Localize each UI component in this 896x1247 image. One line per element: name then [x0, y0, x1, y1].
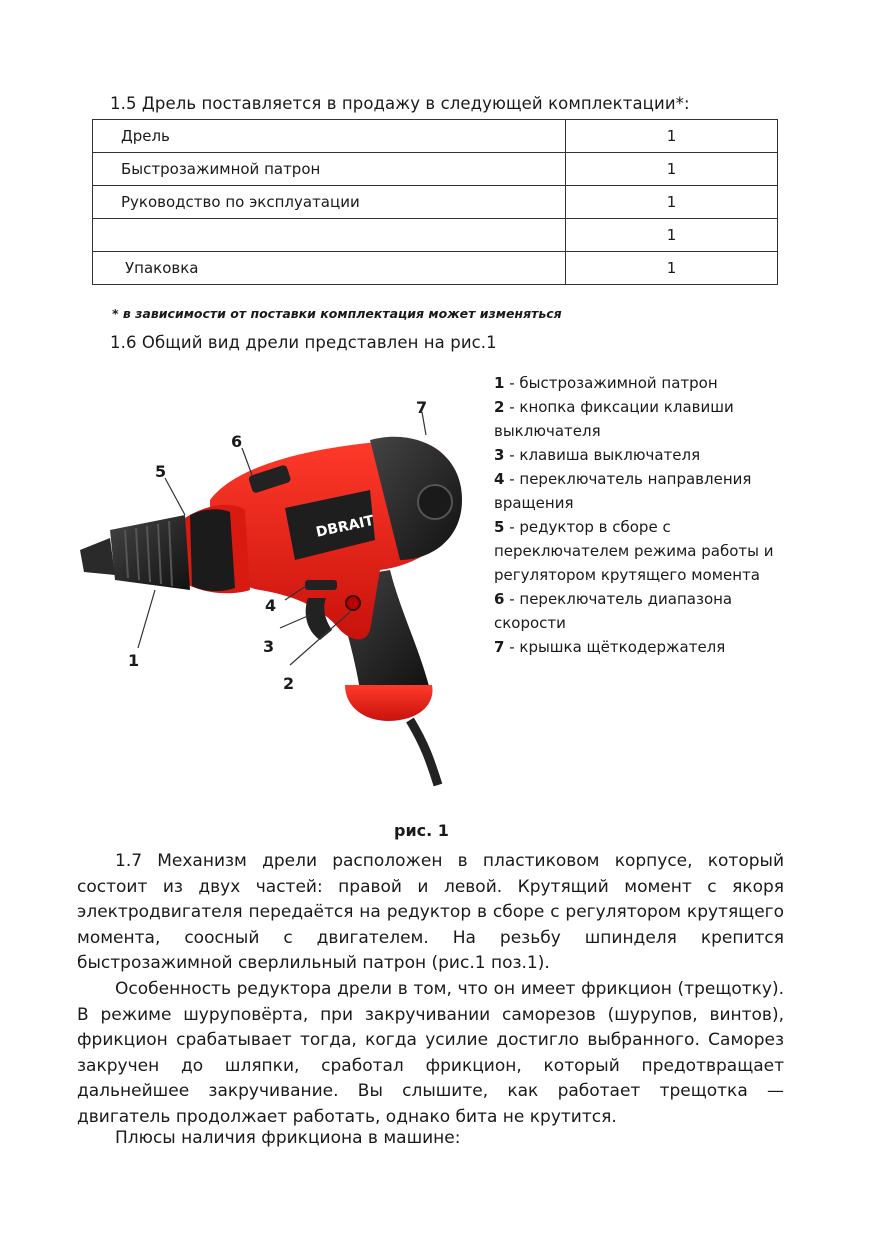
table-row [93, 186, 778, 219]
package-contents-table [92, 119, 778, 285]
section-1-5-heading: 1.5 Дрель поставляется в продажу в следующей комплектации*: [110, 94, 690, 113]
table-cell-item: Дрель [93, 120, 566, 153]
legend-item: 7 - крышка щёткодержателя [494, 638, 726, 656]
legend-item: 4 - переключатель направления вращения [494, 470, 752, 512]
table-row [93, 219, 778, 252]
paragraph-clutch: Особенность редуктора дрели в том, что он имеет фрикцион (трещотку). В режиме шуруповёрта, при закручивании саморезов (шурупов, винтов), фрикцион срабатывает тогда, когда усилие достигло выбранного. Саморез закручен до шляпки, сработал фрикцион, который предотвращает дальнейшее закручивание. Вы слышите, как работает трещотка — двигатель продолжает работать, однако бита не крутится. [77, 979, 784, 1127]
lock-button [346, 596, 360, 610]
legend-item: 5 - редуктор в сборе с переключателем режима работы и регулятором крутящего момента [494, 518, 774, 584]
table-cell-item: Руководство по эксплуатации [93, 186, 566, 219]
drill-illustration [70, 390, 470, 790]
callout-5: 5 [155, 462, 167, 481]
brand-logo: DBRAIT [314, 512, 376, 541]
torque-ring [190, 509, 235, 591]
legend-item: 2 - кнопка фиксации клавиши выключателя [494, 398, 734, 440]
table-row [93, 153, 778, 186]
table-cell-qty: 1 [566, 120, 778, 153]
direction-switch [305, 580, 337, 590]
vent-dial [418, 485, 452, 519]
paragraph-1-7: 1.7 Механизм дрели расположен в пластиковом корпусе, который состоит из двух частей: правой и левой. Крутящий момент с якоря электродвигателя передаётся на редуктор в сборе с регулятором крутящего момента, соосный с двигателем. На резьбу шпинделя крепится быстрозажимной сверлильный патрон (рис.1 поз.1). [77, 851, 784, 973]
paragraph-advantages: Плюсы наличия фрикциона в машине: [115, 1128, 461, 1148]
legend-item: 1 - быстрозажимной патрон [494, 374, 718, 392]
power-cord [410, 720, 438, 785]
table-row [93, 252, 778, 285]
footnote-text: в зависимости от поставки комплектация может изменяться [122, 306, 562, 321]
table-cell-item [93, 219, 566, 252]
table-row [93, 120, 778, 153]
callout-3: 3 [263, 637, 275, 656]
legend-item: 3 - клавиша выключателя [494, 446, 701, 464]
footnote-star: * [112, 306, 119, 321]
table-cell-item: Упаковка [93, 252, 566, 285]
figure-legend [494, 371, 794, 659]
handle-base [345, 685, 433, 721]
section-1-6-heading: 1.6 Общий вид дрели представлен на рис.1 [110, 333, 497, 352]
figure-caption: рис. 1 [394, 821, 449, 840]
table-cell-item: Быстрозажимной патрон [93, 153, 566, 186]
callout-4: 4 [265, 596, 277, 615]
table-cell-qty: 1 [566, 153, 778, 186]
table-cell-qty: 1 [566, 186, 778, 219]
table-cell-qty: 1 [566, 219, 778, 252]
chuck-tip [80, 538, 115, 575]
table-cell-qty: 1 [566, 252, 778, 285]
callout-7: 7 [416, 398, 428, 417]
legend-item: 6 - переключатель диапазона скорости [494, 590, 733, 632]
footnote [112, 306, 562, 321]
callout-6: 6 [231, 432, 243, 451]
callout-1: 1 [128, 651, 140, 670]
callout-2: 2 [283, 674, 295, 693]
